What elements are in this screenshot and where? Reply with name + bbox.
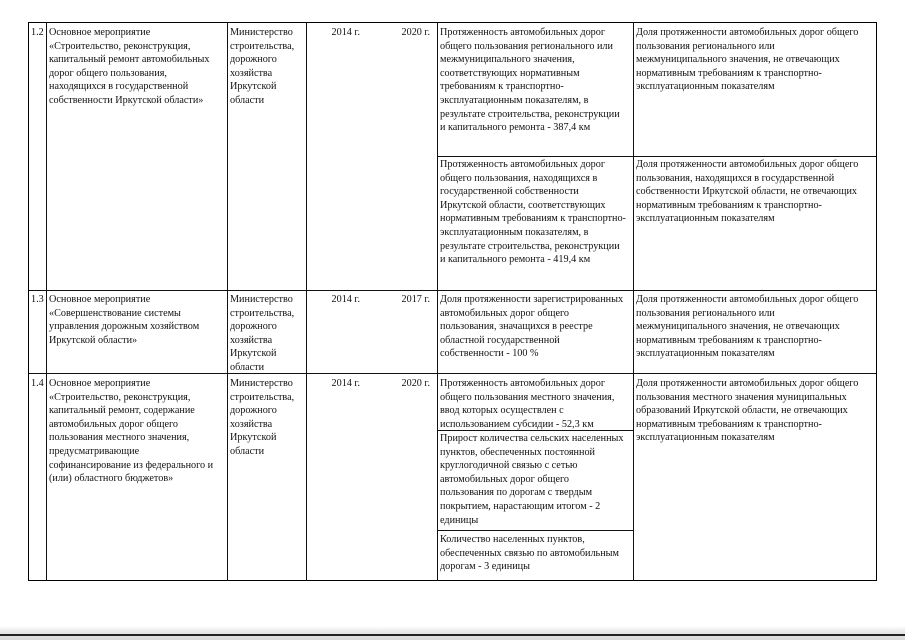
result-text: Прирост количества сельских населенных пунктов, обеспеченных постоянной круглогодичной связью с сетью автомобильных дорог общего пользования по дорогам с твердым покрытием, нарастающим итогом - 2 единицы: [440, 433, 624, 526]
row-separator: [28, 290, 877, 291]
column-divider: [633, 22, 634, 581]
executor: Министерство строительства, дорожного хозяйства Иркутской области: [230, 294, 295, 373]
column-divider: [306, 22, 307, 581]
start-year: 2014 г.: [331, 378, 360, 389]
end-year: 2020 г.: [401, 378, 430, 389]
event-name: Основное мероприятие «Совершенствование системы управления дорожным хозяйством Иркутской области»: [49, 294, 200, 346]
indicator-text: Доля протяженности автомобильных дорог общего пользования, находящихся в государственной собственности Иркутской области, не отвечающих нормативным требованиям к транспортно- эксплуатационным показателям: [636, 159, 859, 225]
subrow-separator: [437, 530, 633, 531]
indicator-text: Доля протяженности автомобильных дорог общего пользования регионального или межмуниципального значения, не отвечающих нормативным требованиям к транспортно- эксплуатационным показателям: [636, 294, 859, 360]
result-text: Количество населенных пунктов, обеспеченных связью по автомобильным дорогам - 3 единицы: [440, 534, 619, 573]
table-right-border: [876, 22, 877, 581]
table-left-border: [28, 22, 29, 581]
event-name: Основное мероприятие «Строительство, реконструкция, капитальный ремонт автомобильных дорог общего пользования, находящихся в государственной собственности Иркутской области»: [49, 27, 210, 106]
result-text: Протяженность автомобильных дорог общего пользования, находящихся в государственной собственности Иркутской области, соответствующих нормативным требованиям к транспортно- эксплуатационным показателям, в результате строительства, реконструкции и капитального ремонта - 419,4 км: [440, 159, 626, 266]
subrow-separator: [437, 156, 877, 157]
result-text: Протяженность автомобильных дорог общего пользования регионального или межмуниципального значения, соответствующих нормативным требованиям к транспортно- эксплуатационным показателям, в результате строительства, реконструкции и капитального ремонта - 387,4 км: [440, 27, 620, 134]
end-year: 2017 г.: [401, 294, 430, 305]
indicator-text: Доля протяженности автомобильных дорог общего пользования местного значения муниципальных образований Иркутской области, не отвечающих нормативным требованиям к транспортно- эксплуатационным показателям: [636, 378, 859, 444]
row-number: 1.2: [31, 27, 44, 38]
row-number: 1.3: [31, 294, 44, 305]
end-year: 2020 г.: [401, 27, 430, 38]
indicator-text: Доля протяженности автомобильных дорог общего пользования регионального или межмуниципального значения, не отвечающих нормативным требованиям к транспортно- эксплуатационным показателям: [636, 27, 859, 93]
column-divider: [227, 22, 228, 581]
result-text: Протяженность автомобильных дорог общего пользования местного значения, ввод которых осуществлен с использованием субсидии - 52,3 км: [440, 378, 615, 430]
row-separator: [28, 373, 877, 374]
start-year: 2014 г.: [331, 27, 360, 38]
row-number: 1.4: [31, 378, 44, 389]
table-bottom-border: [28, 580, 877, 581]
executor: Министерство строительства, дорожного хозяйства Иркутской области: [230, 27, 295, 106]
scan-edge-line: [0, 634, 905, 636]
executor: Министерство строительства, дорожного хозяйства Иркутской области: [230, 378, 295, 457]
start-year: 2014 г.: [331, 294, 360, 305]
result-text: Доля протяженности зарегистрированных автомобильных дорог общего пользования, значащихся в реестре областной государственной собственности - 100 %: [440, 294, 624, 360]
column-divider: [437, 22, 438, 581]
event-name: Основное мероприятие «Строительство, реконструкция, капитальный ремонт, содержание автомобильных дорог общего пользования местного значения, предусматривающие софинансирование из федерального и (или) областного бюджетов»: [49, 378, 214, 485]
table-top-border: [28, 22, 877, 23]
scan-edge: [0, 626, 905, 640]
